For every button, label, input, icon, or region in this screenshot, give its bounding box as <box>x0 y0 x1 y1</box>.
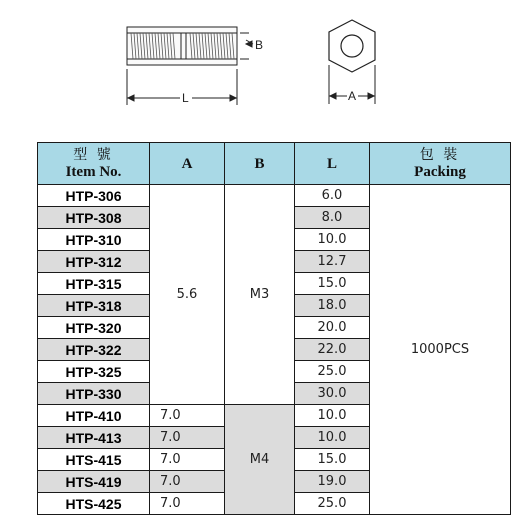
header-row <box>38 143 511 185</box>
l-value: 6.0 <box>295 185 370 207</box>
a-value: 7.0 <box>150 405 225 427</box>
header-item <box>38 143 150 185</box>
l-value: 15.0 <box>295 273 370 295</box>
standoff-end-view <box>329 20 375 72</box>
standoff-side-view <box>127 27 237 65</box>
spec-table <box>37 142 511 515</box>
item-no: HTP-312 <box>38 251 150 273</box>
technical-drawing <box>0 0 514 140</box>
l-value: 25.0 <box>295 361 370 383</box>
label-l: L <box>182 91 189 105</box>
a-value: 7.0 <box>150 471 225 493</box>
header-packing-zh: 包 裝 <box>419 147 461 163</box>
l-value: 18.0 <box>295 295 370 317</box>
a-value: 7.0 <box>150 427 225 449</box>
b-value-m4: M4 <box>225 405 295 515</box>
l-value: 8.0 <box>295 207 370 229</box>
a-value-group: 5.6 <box>150 185 225 405</box>
l-value: 25.0 <box>295 493 370 515</box>
item-no: HTP-330 <box>38 383 150 405</box>
b-value-m3: M3 <box>225 185 295 405</box>
a-value: 7.0 <box>150 493 225 515</box>
item-no: HTP-325 <box>38 361 150 383</box>
item-no: HTS-415 <box>38 449 150 471</box>
item-no: HTP-308 <box>38 207 150 229</box>
item-no: HTP-318 <box>38 295 150 317</box>
header-item-zh: 型 號 <box>73 147 114 163</box>
item-no: HTP-310 <box>38 229 150 251</box>
l-value: 10.0 <box>295 427 370 449</box>
header-a: A <box>150 143 225 185</box>
header-b: B <box>225 143 295 185</box>
a-value: 7.0 <box>150 449 225 471</box>
packing-value: 1000PCS <box>370 185 511 515</box>
dimension-b <box>240 33 253 59</box>
l-value: 10.0 <box>295 405 370 427</box>
item-no: HTP-322 <box>38 339 150 361</box>
header-packing-en: Packing <box>414 163 466 180</box>
item-no: HTP-410 <box>38 405 150 427</box>
l-value: 10.0 <box>295 229 370 251</box>
item-no: HTP-306 <box>38 185 150 207</box>
item-no: HTS-425 <box>38 493 150 515</box>
l-value: 15.0 <box>295 449 370 471</box>
label-b: B <box>255 38 264 52</box>
item-no: HTP-315 <box>38 273 150 295</box>
l-value: 30.0 <box>295 383 370 405</box>
item-no: HTS-419 <box>38 471 150 493</box>
table-row <box>38 185 511 207</box>
header-item-en: Item No. <box>65 163 122 180</box>
item-no: HTP-413 <box>38 427 150 449</box>
l-value: 20.0 <box>295 317 370 339</box>
l-value: 19.0 <box>295 471 370 493</box>
l-value: 22.0 <box>295 339 370 361</box>
l-value: 12.7 <box>295 251 370 273</box>
header-l: L <box>295 143 370 185</box>
label-a: A <box>348 89 357 103</box>
item-no: HTP-320 <box>38 317 150 339</box>
header-packing <box>370 143 511 185</box>
